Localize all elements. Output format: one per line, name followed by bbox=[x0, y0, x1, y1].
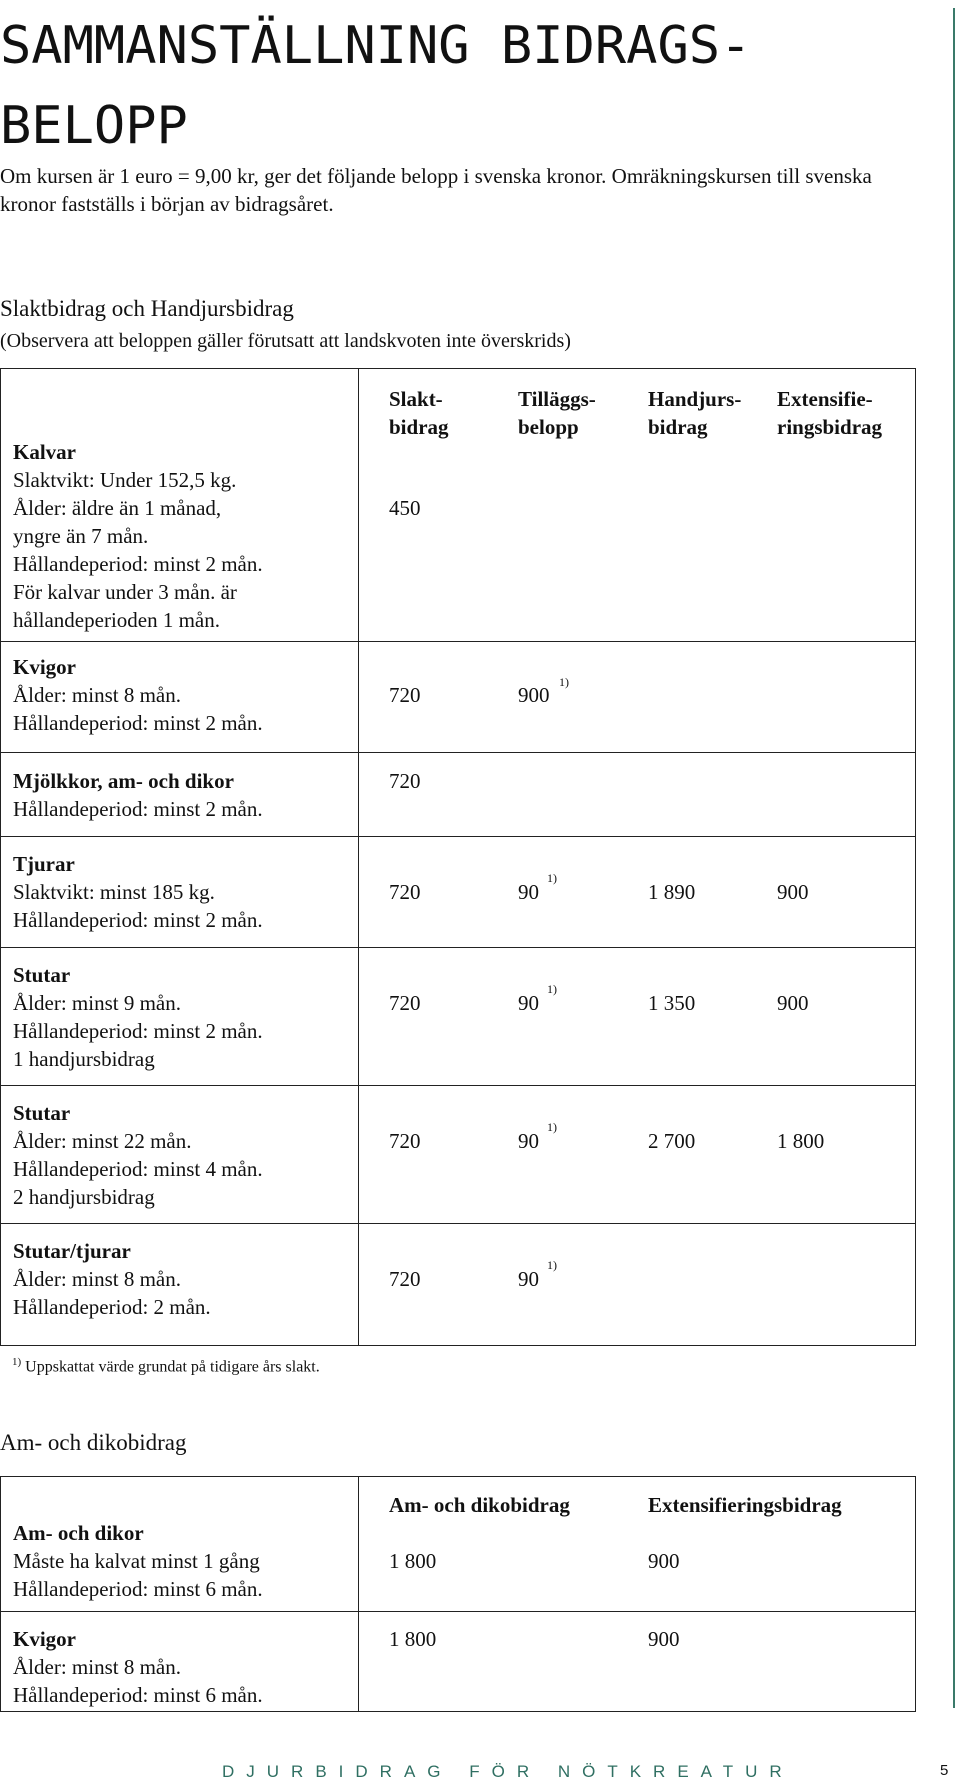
cell-slaktbidrag: 720 bbox=[389, 880, 421, 904]
row-divider bbox=[1, 836, 915, 837]
amdiko-table bbox=[0, 1476, 916, 1712]
table-row-label: Stutar Ålder: minst 9 mån. Hållandeperiod: minst 2 mån. 1 handjursbidrag bbox=[13, 963, 263, 1071]
cell-slaktbidrag: 720 bbox=[389, 1267, 421, 1291]
cell-slaktbidrag: 720 bbox=[389, 769, 421, 793]
cell-extensifieringsbidrag: 900 bbox=[777, 880, 809, 904]
cell-amdikobidrag: 1 800 bbox=[389, 1549, 437, 1573]
footnote-ref: 1) bbox=[547, 1258, 557, 1272]
cell-extensifieringsbidrag: 900 bbox=[648, 1627, 680, 1651]
row-divider bbox=[1, 1085, 915, 1086]
section1-title: Slaktbidrag och Handjursbidrag bbox=[0, 296, 294, 321]
table-row-label: Stutar/tjurar Ålder: minst 8 mån. Hållandeperiod: 2 mån. bbox=[13, 1239, 211, 1319]
header-handjursbidrag: Handjurs- bidrag bbox=[648, 387, 742, 439]
table-row-label: Mjölkkor, am- och dikor Hållandeperiod: minst 2 mån. bbox=[13, 769, 263, 821]
cell-tillaggsbelopp: 90 bbox=[518, 991, 539, 1015]
row-divider bbox=[1, 641, 915, 642]
cell-slaktbidrag: 720 bbox=[389, 1129, 421, 1153]
cell-tillaggsbelopp: 900 bbox=[518, 683, 550, 707]
table-row-label: Tjurar Slaktvikt: minst 185 kg. Hållandeperiod: minst 2 mån. bbox=[13, 852, 263, 932]
cell-handjursbidrag: 1 890 bbox=[648, 880, 696, 904]
header-slaktbidrag: Slakt- bidrag bbox=[389, 387, 449, 439]
page-title bbox=[0, 6, 751, 166]
section2-title: Am- och dikobidrag bbox=[0, 1430, 187, 1455]
row-divider bbox=[1, 752, 915, 753]
row-divider bbox=[1, 1223, 915, 1224]
header-extensifieringsbidrag: Extensifie- ringsbidrag bbox=[777, 387, 883, 439]
table-row-label: Stutar Ålder: minst 22 mån. Hållandeperiod: minst 4 mån. 2 handjursbidrag bbox=[13, 1101, 263, 1209]
header-extensifieringsbidrag: Extensifieringsbidrag bbox=[648, 1493, 842, 1517]
intro-text: Om kursen är 1 euro = 9,00 kr, ger det följande belopp i svenska kronor. Omräkningskursen till svenska kronor fastställs i början av bidragsåret. bbox=[0, 164, 872, 216]
table-row-label: Am- och dikor Måste ha kalvat minst 1 gång Hållandeperiod: minst 6 mån. bbox=[13, 1521, 263, 1601]
cell-slaktbidrag: 720 bbox=[389, 991, 421, 1015]
footnote-ref: 1) bbox=[547, 871, 557, 885]
cell-extensifieringsbidrag: 900 bbox=[777, 991, 809, 1015]
page-title-line-1: SAMMANSTÄLLNING BIDRAGS- bbox=[0, 16, 752, 76]
column-divider bbox=[358, 1477, 359, 1711]
footer-title: DJURBIDRAG FÖR NÖTKREATUR bbox=[222, 1762, 794, 1781]
cell-tillaggsbelopp: 90 bbox=[518, 1267, 539, 1291]
column-divider bbox=[358, 369, 359, 1345]
cell-tillaggsbelopp: 90 bbox=[518, 1129, 539, 1153]
page-number: 5 bbox=[940, 1762, 949, 1779]
footnote-ref: 1) bbox=[547, 1120, 557, 1134]
row-divider bbox=[1, 1611, 915, 1612]
cell-extensifieringsbidrag: 900 bbox=[648, 1549, 680, 1573]
header-amdikobidrag: Am- och dikobidrag bbox=[389, 1493, 570, 1517]
footnote-ref: 1) bbox=[547, 982, 557, 996]
table-row-label: Kvigor Ålder: minst 8 mån. Hållandeperiod: minst 6 mån. bbox=[13, 1627, 263, 1707]
header-tillaggsbelopp: Tilläggs- belopp bbox=[518, 387, 596, 439]
cell-amdikobidrag: 1 800 bbox=[389, 1627, 437, 1651]
row-divider bbox=[1, 947, 915, 948]
slakt-handjur-table bbox=[0, 368, 916, 1346]
footnote: $^{1)}$ Uppskattat värde grundat på tidigare års slakt. bbox=[12, 1356, 320, 1376]
footnote-ref: 1) bbox=[559, 675, 569, 689]
margin-rule bbox=[953, 8, 955, 1708]
cell-handjursbidrag: 1 350 bbox=[648, 991, 696, 1015]
cell-extensifieringsbidrag: 1 800 bbox=[777, 1129, 825, 1153]
page-title-line-2: BELOPP bbox=[0, 96, 188, 156]
table-row-label: Kvigor Ålder: minst 8 mån. Hållandeperiod: minst 2 mån. bbox=[13, 655, 263, 735]
table-row-label: Kalvar Slaktvikt: Under 152,5 kg. Ålder: äldre än 1 månad, yngre än 7 mån. Hållandeperiod: minst 2 mån. För kalvar under 3 mån. är hållandeperioden 1 mån. bbox=[13, 440, 263, 632]
cell-tillaggsbelopp: 90 bbox=[518, 880, 539, 904]
cell-handjursbidrag: 2 700 bbox=[648, 1129, 696, 1153]
section1-note: (Observera att beloppen gäller förutsatt att landskvoten inte överskrids) bbox=[0, 330, 571, 352]
cell-slaktbidrag: 720 bbox=[389, 683, 421, 707]
cell-slaktbidrag: 450 bbox=[389, 496, 421, 520]
